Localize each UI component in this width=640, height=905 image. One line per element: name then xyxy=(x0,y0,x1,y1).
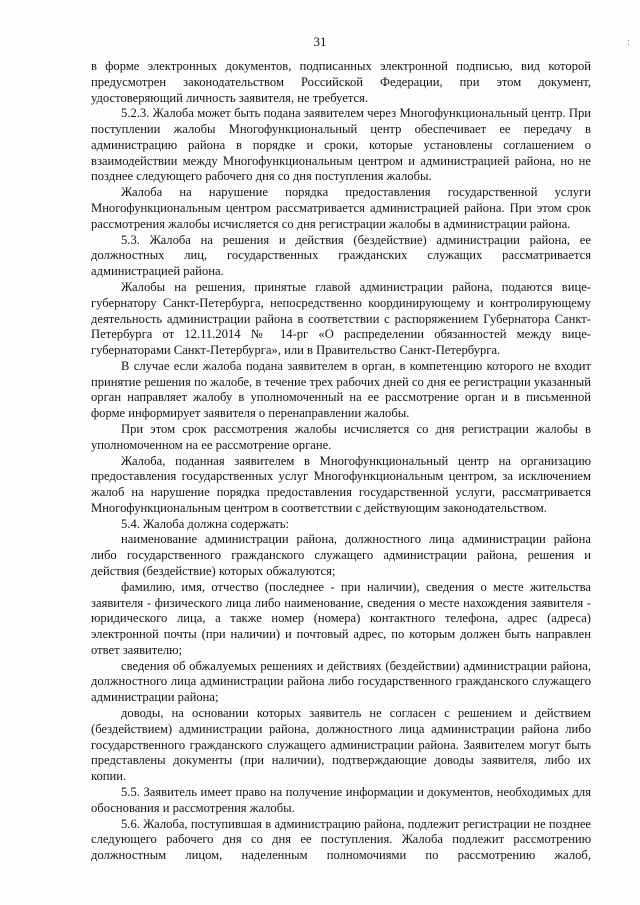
page-number: 31 xyxy=(313,34,327,49)
paragraph: в форме электронных документов, подписанных электронной подписью, вид которой предусмотрен законодательством Российской Федерации, при этом документ, удостоверяющий личность заявителя, не требуется. xyxy=(91,59,591,105)
document-body xyxy=(91,59,591,864)
paragraph: Жалоба на нарушение порядка предоставления государственной услуги Многофункциональным центром рассматривается администрацией района. При этом срок рассмотрения жалобы исчисляется со дня регистрации жалобы в администрации района. xyxy=(91,185,591,231)
paragraph: доводы, на основании которых заявитель не согласен с решением и действием (бездействием) администрации района, должностного лица администрации района либо государственного гражданского служащего администрации района. Заявителем могут быть представлены документы (при наличии), подтверждающие доводы заявителя, либо их копии. xyxy=(91,706,591,784)
paragraph: 5.5. Заявитель имеет право на получение информации и документов, необходимых для обоснования и рассмотрения жалобы. xyxy=(91,784,591,815)
paragraph: Жалобы на решения, принятые главой администрации района, подаются вице-губернатору Санкт-Петербурга, непосредственно координирующему и контролирующему деятельность администрации района в соответствии с распоряжением Губернатора Санкт-Петербурга от 12.11.2014 № 14-рг «О распределении обязанностей между вице-губернаторами Санкт-Петербурга», или в Правительство Санкт-Петербурга. xyxy=(91,279,591,358)
paragraph: В случае если жалоба подана заявителем в орган, в компетенцию которого не входит принятие решения по жалобе, в течение трех рабочих дней со дня ее регистрации указанный орган направляет жалобу в уполномоченный на ее рассмотрение орган и в письменной форме информирует заявителя о перенаправлении жалобы. xyxy=(91,358,591,421)
scan-edge-mark: : xyxy=(627,36,631,48)
paragraph: 5.3. Жалоба на решения и действия (бездействие) администрации района, ее должностных лиц, государственных гражданских служащих рассматривается администрацией района. xyxy=(91,232,591,279)
paragraph: 5.4. Жалоба должна содержать: xyxy=(121,516,289,531)
paragraph: Жалоба, поданная заявителем в Многофункциональный центр на организацию предоставления государственных услуг Многофункциональным центром, за исключением жалоб на нарушение порядка предоставления государственной услуги, рассматривается Многофункциональным центром в соответствии с действующим законодательством. xyxy=(91,453,591,515)
paragraph: наименование администрации района, должностного лица администрации района либо государственного гражданского служащего администрации района, решения и действия (бездействие) которых обжалуются; xyxy=(91,532,591,578)
paragraph: сведения об обжалуемых решениях и действиях (бездействии) администрации района, должностного лица администрации района либо государственного гражданского служащего администрации района; xyxy=(91,658,591,705)
paragraph: фамилию, имя, отчество (последнее - при наличии), сведения о месте жительства заявителя - физического лица либо наименование, сведения о месте нахождения заявителя - юридического лица, а также номер (номера) контактного телефона, адрес (адреса) электронной почты (при наличии) и почтовый адрес, по которым должен быть направлен ответ заявителю; xyxy=(91,579,591,657)
paragraph: При этом срок рассмотрения жалобы исчисляется со дня регистрации жалобы в уполномоченном на ее рассмотрение органе. xyxy=(91,421,591,452)
paragraph: 5.2.3. Жалоба может быть подана заявителем через Многофункциональный центр. При поступлении жалобы Многофункциональный центр обеспечивает ее передачу в администрацию района в порядке и сроки, которые установлены соглашением о взаимодействии между Многофункциональным центром и администрацией района, но не позднее следующего рабочего дня со дня поступления жалобы. xyxy=(91,106,591,184)
paragraph: 5.6. Жалоба, поступившая в администрацию района, подлежит регистрации не позднее следующего рабочего дня со дня ее поступления. Жалоба подлежит рассмотрению должностным лицом, наделенным полномочиями по рассмотрению жалоб, xyxy=(91,816,591,863)
